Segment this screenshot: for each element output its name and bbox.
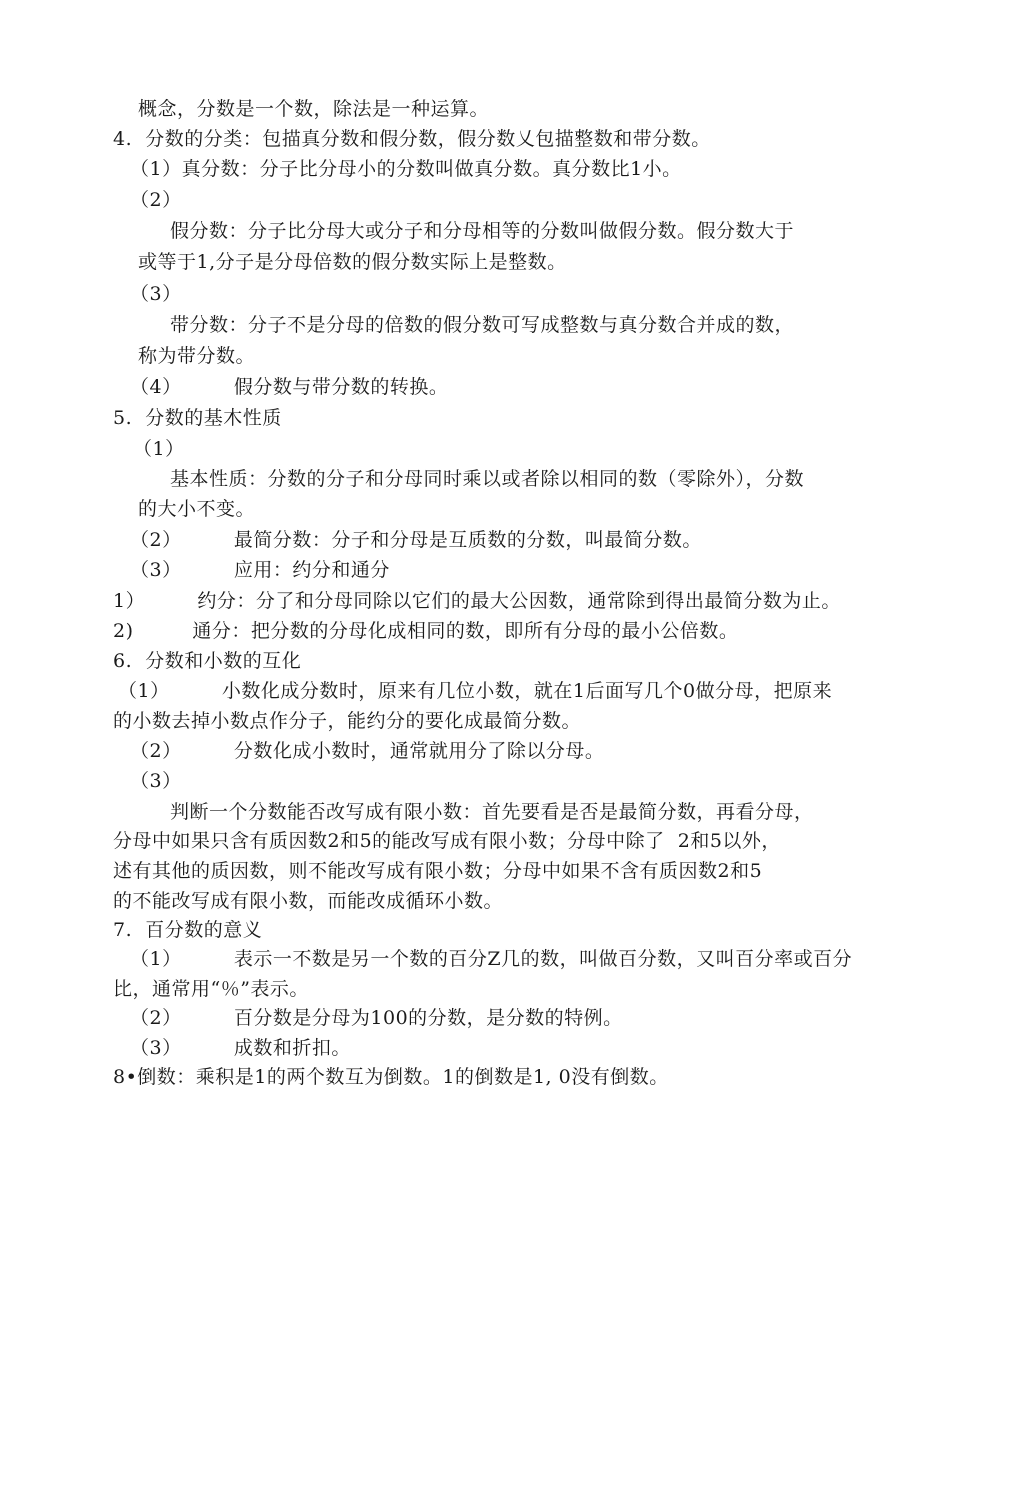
text-line: 述有其他的质因数，则不能改写成有限小数；分母中如果不含有质因数2和5 [113,860,763,882]
text-line: （2） 百分数是分母为100的分数，是分数的特例。 [130,1007,623,1029]
list-marker: （2） [130,189,182,211]
text-line: （3） 应用：约分和通分 [130,559,390,581]
text-line: 的小数去掉小数点作分子，能约分的要化成最简分数。 [113,710,582,732]
list-marker: （3） [130,770,182,792]
text-line: 或等于1,分子是分母倍数的假分数实际上是整数。 [138,251,567,273]
list-marker: （1） [133,438,185,460]
text-line: （2） 最简分数：分子和分母是互质数的分数，叫最简分数。 [130,529,702,551]
text-line: 比，通常用“％”表示。 [113,978,309,1000]
section-heading-6: 6. 分数和小数的互化 [113,650,302,672]
section-heading-7: 7. 百分数的意义 [113,919,263,941]
text-line: （2） 分数化成小数时，通常就用分了除以分母。 [130,740,605,762]
section-heading-5: 5. 分数的基木性质 [113,407,282,429]
text-line: 的不能改写成有限小数，而能改成循环小数。 [113,890,504,912]
text-line: （1） 表示一不数是另一个数的百分Z几的数，叫做百分数，又叫百分率或百分 [130,948,853,970]
text-line: 假分数：分子比分母大或分子和分母相等的分数叫做假分数。假分数大于 [170,220,795,242]
text-line: 分母中如果只含有质因数2和5的能改写成有限小数；分母中除了 2和5以外， [113,830,781,852]
text-line: 概念，分数是一个数，除法是一种运算。 [138,98,490,120]
section-heading-8: 8•倒数：乘积是1的两个数互为倒数。1的倒数是1, 0没有倒数。 [113,1066,669,1088]
text-line: （4） 假分数与带分数的转换。 [130,376,449,398]
text-line: （1） 小数化成分数时，原来有几位小数，就在1后面写几个0做分母，把原来 [118,680,833,702]
text-line: 带分数：分子不是分母的倍数的假分数可写成整数与真分数合并成的数， [170,314,795,336]
text-line: 判断一个分数能否改写成有限小数：首先要看是否是最简分数，再看分母， [170,801,814,823]
text-line: 2) 通分：把分数的分母化成相同的数，即所有分母的最小公倍数。 [113,620,739,642]
text-line: 1） 约分：分了和分母同除以它们的最大公因数，通常除到得出最简分数为止。 [113,590,841,612]
list-marker: （3） [130,283,182,305]
text-line: 称为带分数。 [138,345,256,367]
text-line: （3） 成数和折扣。 [130,1037,351,1059]
text-line: 的大小不变。 [138,498,256,520]
text-line: （1）真分数：分子比分母小的分数叫做真分数。真分数比1小。 [130,158,682,180]
text-line: 基本性质：分数的分子和分母同时乘以或者除以相同的数（零除外），分数 [170,468,805,490]
section-heading-4: 4. 分数的分类：包描真分数和假分数，假分数乂包描整数和带分数。 [113,128,711,150]
